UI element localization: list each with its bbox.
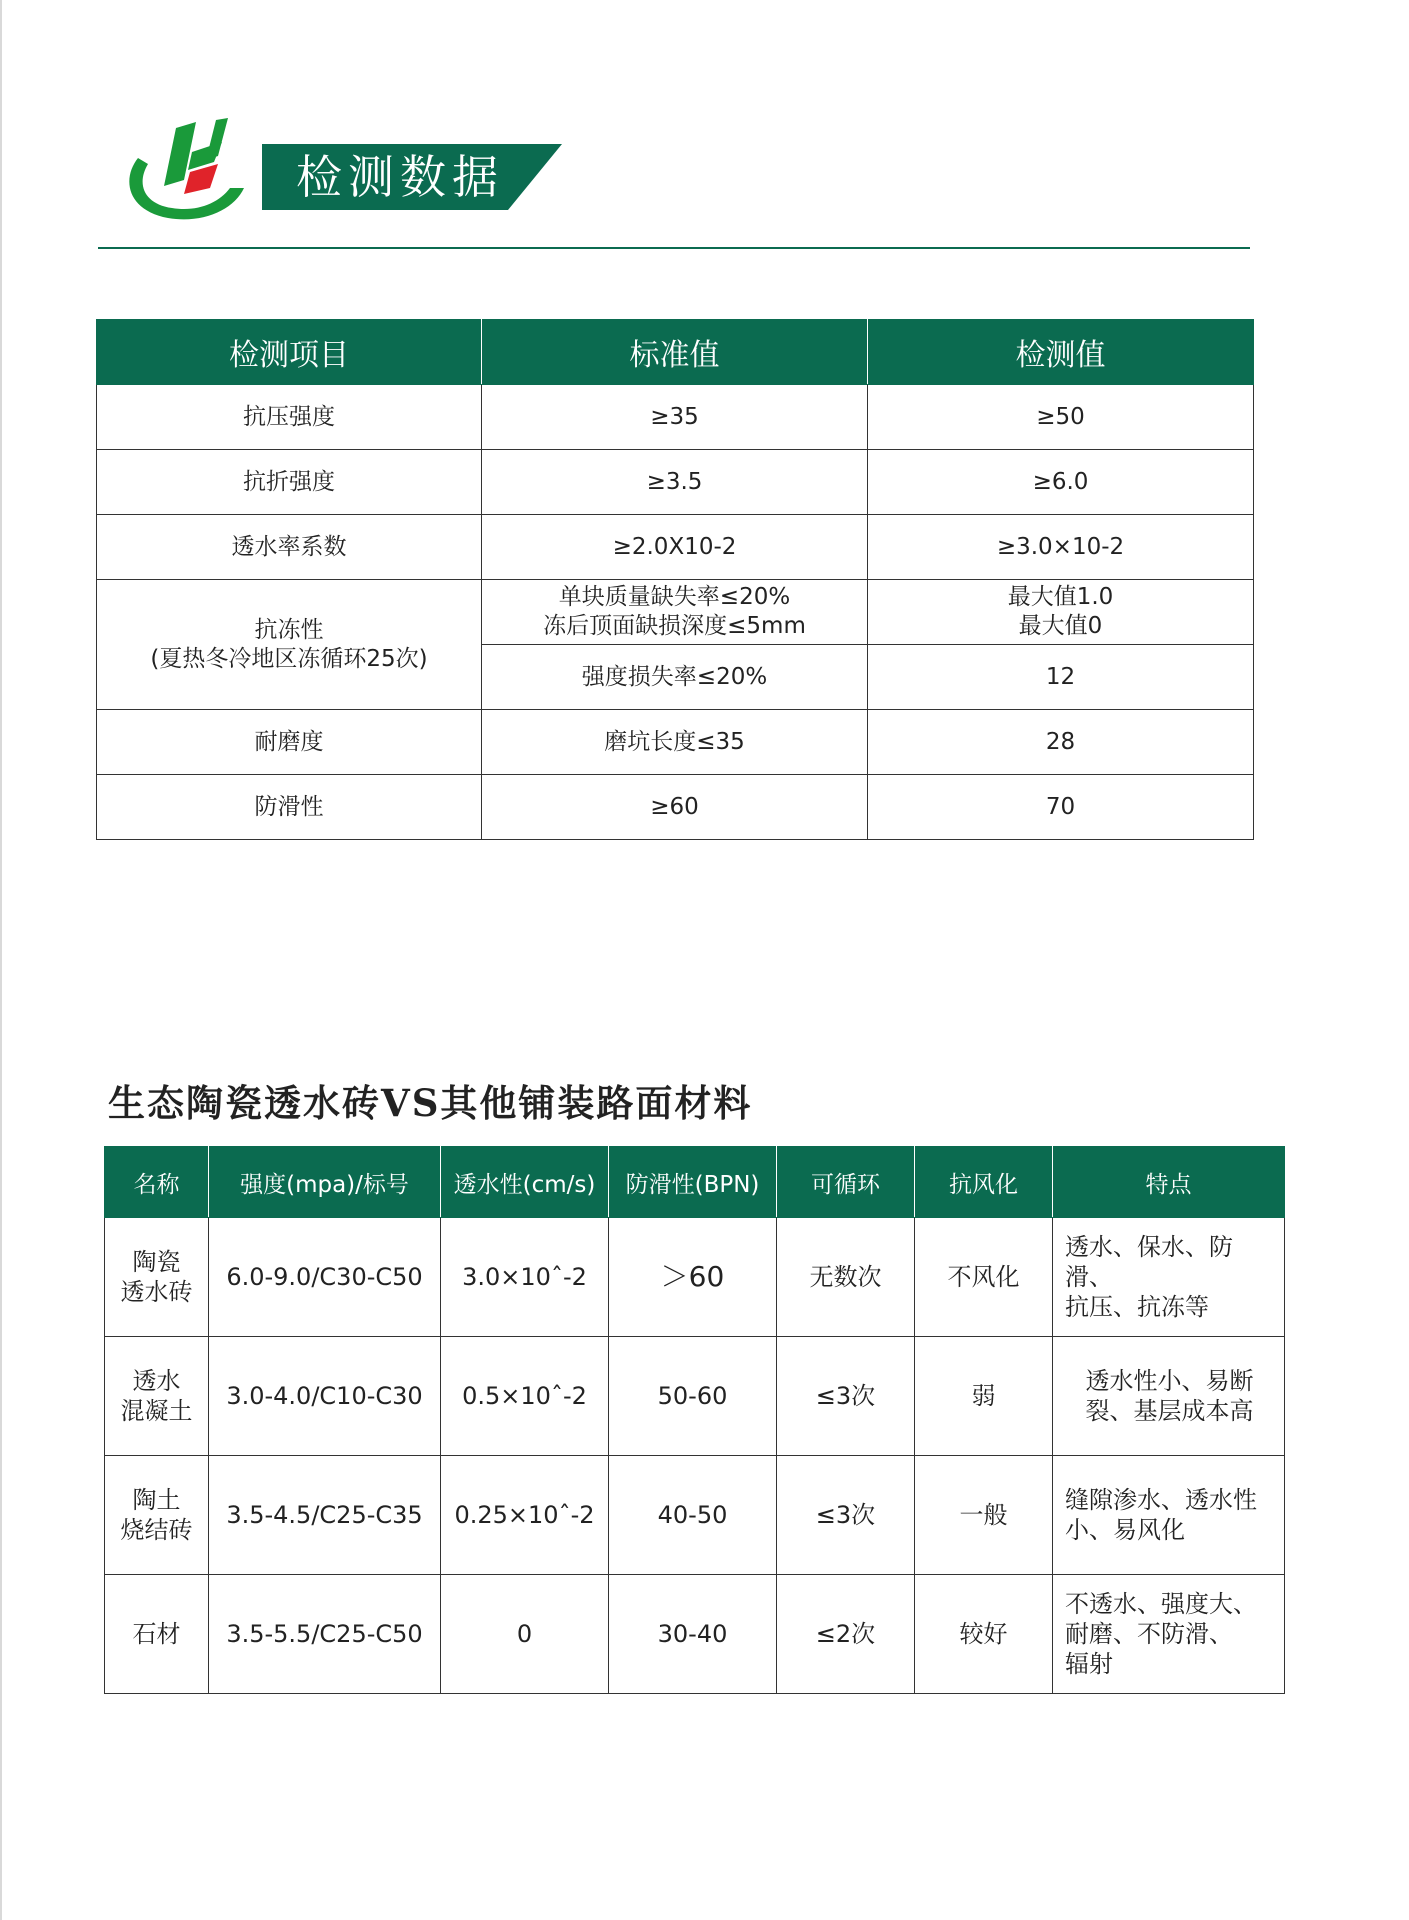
frost-standard-line: 单块质量缺失率≤20% bbox=[558, 584, 791, 610]
table-cell: 3.5-4.5/C25-C35 bbox=[209, 1456, 441, 1575]
table-cell: ≤3次 bbox=[777, 1337, 915, 1456]
table-row bbox=[105, 1337, 1285, 1456]
table-cell: 28 bbox=[868, 710, 1254, 775]
table-row bbox=[97, 775, 1254, 840]
column-header: 强度(mpa)/标号 bbox=[209, 1147, 441, 1218]
frost-item-label: 抗冻性 bbox=[254, 616, 324, 643]
features-cell: 不透水、强度大、 耐磨、不防滑、 辐射 bbox=[1053, 1575, 1285, 1694]
page-edge bbox=[0, 0, 2, 1920]
table-cell: 6.0-9.0/C30-C50 bbox=[209, 1218, 441, 1337]
table-row bbox=[105, 1218, 1285, 1337]
features-cell: 缝隙渗水、透水性 小、易风化 bbox=[1053, 1456, 1285, 1575]
table-cell bbox=[482, 580, 868, 645]
features-cell: 透水性小、易断 裂、基层成本高 bbox=[1053, 1337, 1285, 1456]
table-row bbox=[97, 515, 1254, 580]
frost-measured-line: 最大值1.0 bbox=[1007, 584, 1114, 610]
table-cell: ≥3.5 bbox=[482, 450, 868, 515]
column-header: 检测值 bbox=[868, 320, 1254, 385]
column-header: 标准值 bbox=[482, 320, 868, 385]
table-cell: 弱 bbox=[915, 1337, 1053, 1456]
table-cell: ≥60 bbox=[482, 775, 868, 840]
column-header: 防滑性(BPN) bbox=[609, 1147, 777, 1218]
table-row bbox=[97, 450, 1254, 515]
table-cell: 0 bbox=[441, 1575, 609, 1694]
table-cell: 不风化 bbox=[915, 1218, 1053, 1337]
column-header: 抗风化 bbox=[915, 1147, 1053, 1218]
table-cell: 12 bbox=[868, 645, 1254, 710]
test-data-table bbox=[96, 319, 1254, 840]
column-header: 可循环 bbox=[777, 1147, 915, 1218]
frost-standard-line: 冻后顶面缺损深度≤5mm bbox=[543, 613, 806, 639]
table-row bbox=[97, 710, 1254, 775]
table-cell: 一般 bbox=[915, 1456, 1053, 1575]
table-cell bbox=[97, 580, 482, 710]
table-cell: 抗压强度 bbox=[97, 385, 482, 450]
features-cell: 透水、保水、防滑、 抗压、抗冻等 bbox=[1053, 1218, 1285, 1337]
table-row bbox=[105, 1575, 1285, 1694]
column-header: 检测项目 bbox=[97, 320, 482, 385]
material-name: 透水 混凝土 bbox=[105, 1337, 209, 1456]
column-header: 透水性(cm/s) bbox=[441, 1147, 609, 1218]
table-cell: 耐磨度 bbox=[97, 710, 482, 775]
table-cell: ＞60 bbox=[609, 1218, 777, 1337]
table-cell: 30-40 bbox=[609, 1575, 777, 1694]
table-cell: 防滑性 bbox=[97, 775, 482, 840]
table-cell: ≤2次 bbox=[777, 1575, 915, 1694]
table-header-row bbox=[97, 320, 1254, 385]
table-cell: ≥6.0 bbox=[868, 450, 1254, 515]
table-cell: 3.0-4.0/C10-C30 bbox=[209, 1337, 441, 1456]
page-title: 检测数据 bbox=[296, 150, 504, 204]
table-cell: 50-60 bbox=[609, 1337, 777, 1456]
table-cell: ≥2.0X10-2 bbox=[482, 515, 868, 580]
header-divider bbox=[98, 247, 1250, 249]
table-cell: 强度损失率≤20% bbox=[482, 645, 868, 710]
comparison-table bbox=[104, 1146, 1285, 1694]
table-cell: 磨坑长度≤35 bbox=[482, 710, 868, 775]
comparison-title: 生态陶瓷透水砖VS其他铺装路面材料 bbox=[108, 1081, 753, 1125]
table-cell: 0.5×10ˆ-2 bbox=[441, 1337, 609, 1456]
table-cell: ≥50 bbox=[868, 385, 1254, 450]
table-cell: 70 bbox=[868, 775, 1254, 840]
frost-measured-line: 最大值0 bbox=[1018, 613, 1103, 639]
table-cell: 无数次 bbox=[777, 1218, 915, 1337]
material-name: 陶土 烧结砖 bbox=[105, 1456, 209, 1575]
table-row bbox=[97, 385, 1254, 450]
table-cell: 透水率系数 bbox=[97, 515, 482, 580]
table-cell: ≥3.0×10-2 bbox=[868, 515, 1254, 580]
table-cell: ≥35 bbox=[482, 385, 868, 450]
table-cell bbox=[868, 580, 1254, 645]
column-header: 名称 bbox=[105, 1147, 209, 1218]
table-cell: 3.0×10ˆ-2 bbox=[441, 1218, 609, 1337]
table-cell: ≤3次 bbox=[777, 1456, 915, 1575]
table-cell: 40-50 bbox=[609, 1456, 777, 1575]
table-cell: 0.25×10ˆ-2 bbox=[441, 1456, 609, 1575]
column-header: 特点 bbox=[1053, 1147, 1285, 1218]
table-row bbox=[97, 580, 1254, 645]
table-cell: 抗折强度 bbox=[97, 450, 482, 515]
material-name: 陶瓷 透水砖 bbox=[105, 1218, 209, 1337]
company-logo-icon bbox=[118, 118, 250, 226]
table-row bbox=[105, 1456, 1285, 1575]
table-cell: 3.5-5.5/C25-C50 bbox=[209, 1575, 441, 1694]
table-header-row bbox=[105, 1147, 1285, 1218]
material-name: 石材 bbox=[105, 1575, 209, 1694]
table-cell: 较好 bbox=[915, 1575, 1053, 1694]
frost-item-note: (夏热冬冷地区冻循环25次) bbox=[150, 645, 428, 672]
